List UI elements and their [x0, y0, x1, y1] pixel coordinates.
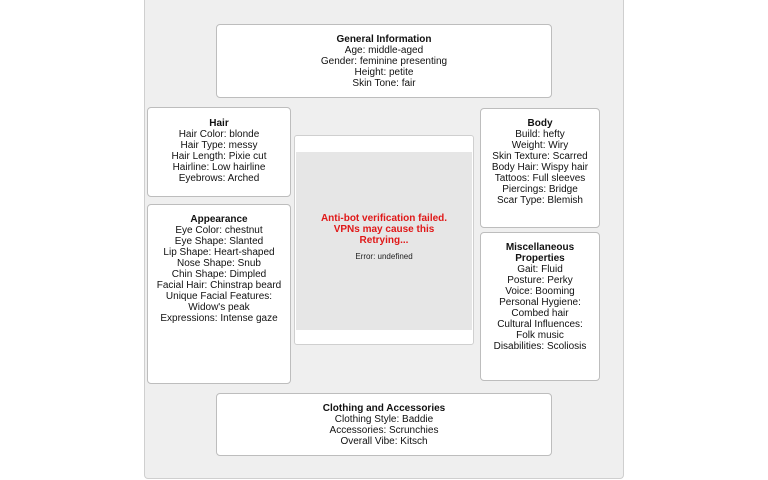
scar-type: Scar Type: Blemish: [497, 195, 583, 206]
disabilities: Disabilities: Scoliosis: [493, 341, 587, 352]
expressions: Expressions: Intense gaze: [160, 313, 278, 324]
miscellaneous-properties-card: [480, 232, 600, 381]
body-hair: Body Hair: Wispy hair: [491, 162, 589, 173]
gait: Gait: Fluid: [517, 264, 563, 275]
clothing-accessories-card: [216, 393, 552, 456]
clothing-title: Clothing and Accessories: [322, 403, 446, 414]
general-information-title: General Information: [336, 34, 432, 45]
hair-type: Hair Type: messy: [180, 140, 258, 151]
error-detail: Error: undefined: [355, 252, 413, 261]
voice: Voice: Booming: [505, 286, 575, 297]
hair-color: Hair Color: blonde: [178, 129, 260, 140]
body-title: Body: [527, 118, 553, 129]
hair-title: Hair: [209, 118, 229, 129]
general-age: Age: middle-aged: [344, 45, 424, 56]
eye-color: Eye Color: chestnut: [175, 225, 263, 236]
general-gender: Gender: feminine presenting: [320, 56, 448, 67]
lip-shape: Lip Shape: Heart-shaped: [163, 247, 275, 258]
body-card: [480, 108, 600, 228]
overall-vibe: Overall Vibe: Kitsch: [340, 436, 428, 447]
misc-title-line-1: Miscellaneous: [505, 242, 575, 253]
eye-shape: Eye Shape: Slanted: [174, 236, 264, 247]
nose-shape: Nose Shape: Snub: [177, 258, 261, 269]
misc-title-line-2: Properties: [515, 253, 565, 264]
appearance-title: Appearance: [190, 214, 248, 225]
personal-hygiene-value: Combed hair: [511, 308, 569, 319]
personal-hygiene-label: Personal Hygiene:: [499, 297, 581, 308]
hairline: Hairline: Low hairline: [172, 162, 266, 173]
body-build: Build: hefty: [515, 129, 565, 140]
accessories: Accessories: Scrunchies: [329, 425, 439, 436]
general-height: Height: petite: [354, 67, 414, 78]
piercings: Piercings: Bridge: [502, 184, 578, 195]
hair-card: [147, 107, 291, 197]
unique-facial-features-value: Widow's peak: [188, 302, 250, 313]
body-weight: Weight: Wiry: [511, 140, 569, 151]
cultural-influences-value: Folk music: [516, 330, 564, 341]
anti-bot-error-message: [309, 213, 459, 246]
facial-hair: Facial Hair: Chinstrap beard: [156, 280, 282, 291]
unique-facial-features-label: Unique Facial Features:: [165, 291, 273, 302]
error-line-1: Anti-bot verification failed.: [320, 213, 448, 224]
verification-panel: [294, 135, 474, 345]
chin-shape: Chin Shape: Dimpled: [171, 269, 267, 280]
general-information-card: [216, 24, 552, 98]
posture: Posture: Perky: [507, 275, 573, 286]
error-line-3: Retrying...: [359, 235, 409, 246]
verification-panel-body: [296, 152, 472, 330]
skin-texture: Skin Texture: Scarred: [492, 151, 588, 162]
error-line-2: VPNs may cause this: [333, 224, 435, 235]
eyebrows: Eyebrows: Arched: [178, 173, 260, 184]
hair-length: Hair Length: Pixie cut: [171, 151, 267, 162]
appearance-card: [147, 204, 291, 384]
clothing-style: Clothing Style: Baddie: [334, 414, 434, 425]
tattoos: Tattoos: Full sleeves: [494, 173, 586, 184]
cultural-influences-label: Cultural Influences:: [497, 319, 583, 330]
general-skin-tone: Skin Tone: fair: [352, 78, 416, 89]
